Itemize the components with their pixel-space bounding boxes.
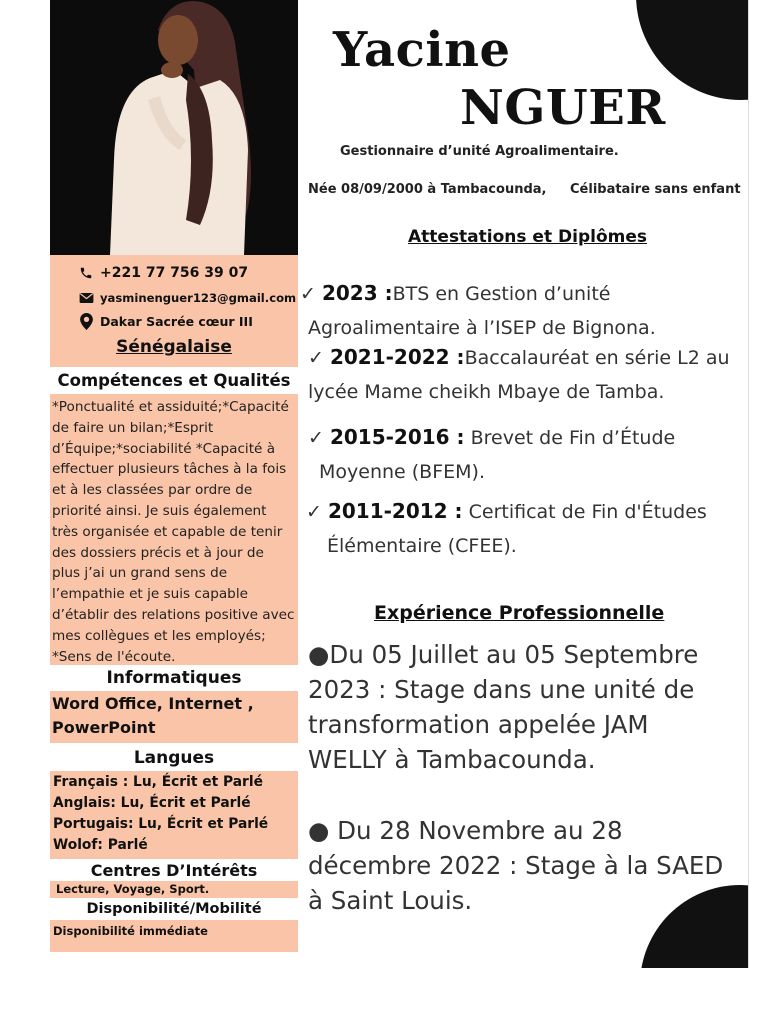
languages-title: Langues	[50, 743, 298, 771]
check-icon: ✓	[308, 347, 324, 369]
check-icon: ✓	[300, 283, 316, 305]
diploma-item	[308, 420, 675, 489]
address: Dakar Sacrée cœur III	[100, 313, 253, 329]
diploma-year: 2021-2022 :	[329, 345, 465, 369]
nationality: Sénégalaise	[116, 337, 232, 357]
marital-status: Célibataire sans enfant	[570, 182, 741, 197]
check-icon: ✓	[306, 501, 322, 523]
email-address: yasminenguer123@gmail.com	[100, 291, 297, 305]
contact-block	[50, 255, 298, 367]
diploma-year: 2015-2016 :	[329, 425, 465, 449]
check-icon: ✓	[308, 427, 324, 449]
diploma-item	[306, 494, 707, 563]
diploma-line: BTS en Gestion d’unité	[392, 283, 611, 305]
birth-info: Née 08/09/2000 à Tambacounda,	[308, 182, 547, 197]
diplomas-title: Attestations et Diplômes	[408, 227, 647, 247]
experience-item	[308, 637, 728, 777]
language-item: Portugais: Lu, Écrit et Parlé	[53, 816, 269, 832]
left-column	[50, 255, 298, 952]
diploma-line: lycée Mame cheikh Mbaye de Tamba.	[308, 381, 665, 403]
address-row	[78, 313, 253, 329]
experience-title: Expérience Professionnelle	[374, 602, 665, 624]
interests-text: Lecture, Voyage, Sport.	[50, 881, 298, 898]
skills-text: *Ponctualité et assiduité;*Capacité de faire un bilan;*Esprit d’Équipe;*sociabilité *Capacité à effectuer plusieurs tâches à la fois et à les classées par ordre de priorité ainsi. Je suis également très organisée et capable de tenir des dossiers précis et à jour de plus j’ai un grand sens de l’empathie et je suis capable d’établir des relations positive avec mes collègues et les employés; *Sens de l'écoute.	[50, 394, 298, 665]
first-name: Yacine	[333, 22, 511, 78]
languages-list	[50, 771, 298, 859]
location-icon	[78, 313, 94, 329]
language-item: Français : Lu, Écrit et Parlé	[53, 774, 263, 790]
diploma-line: Baccalauréat en série L2 au	[464, 347, 730, 369]
diploma-item	[300, 276, 656, 345]
last-name: NGUER	[460, 80, 666, 136]
email-row	[78, 290, 296, 306]
diploma-line: Certificat de Fin d'Études	[468, 501, 707, 523]
availability-text: Disponibilité immédiate	[50, 920, 298, 952]
diploma-line: Agroalimentaire à l’ISEP de Bignona.	[308, 317, 656, 339]
interests-title: Centres D’Intérêts	[50, 859, 298, 881]
diploma-year: 2011-2012 :	[327, 499, 463, 523]
language-item: Wolof: Parlé	[53, 837, 148, 853]
mail-icon	[78, 290, 94, 306]
it-title: Informatiques	[50, 665, 298, 691]
skills-title: Compétences et Qualités	[50, 367, 298, 394]
availability-title: Disponibilité/Mobilité	[50, 898, 298, 920]
it-text: Word Office, Internet , PowerPoint	[50, 691, 298, 743]
language-item: Anglais: Lu, Écrit et Parlé	[53, 795, 251, 811]
diploma-line: Brevet de Fin d’Étude	[470, 427, 676, 449]
experience-item	[308, 813, 728, 918]
profile-photo	[50, 0, 298, 255]
cv-page	[50, 0, 749, 968]
phone-row	[78, 265, 248, 281]
experience-text: Du 28 Novembre au 28 décembre 2022 : Stage à la SAED à Saint Louis.	[308, 816, 724, 915]
phone-icon	[78, 265, 94, 281]
diploma-line: Moyenne (BFEM).	[319, 461, 485, 483]
diploma-line: Élémentaire (CFEE).	[327, 535, 517, 557]
diploma-year: 2023 :	[321, 281, 393, 305]
diploma-item	[308, 340, 730, 409]
phone-number: +221 77 756 39 07	[100, 265, 249, 281]
job-title: Gestionnaire d’unité Agroalimentaire.	[340, 144, 619, 159]
experience-text: Du 05 Juillet au 05 Septembre 2023 : Stage dans une unité de transformation appelée JAM WELLY à Tambacounda.	[308, 640, 699, 774]
bullet-icon: ●	[308, 640, 330, 669]
bullet-icon: ●	[308, 816, 330, 845]
